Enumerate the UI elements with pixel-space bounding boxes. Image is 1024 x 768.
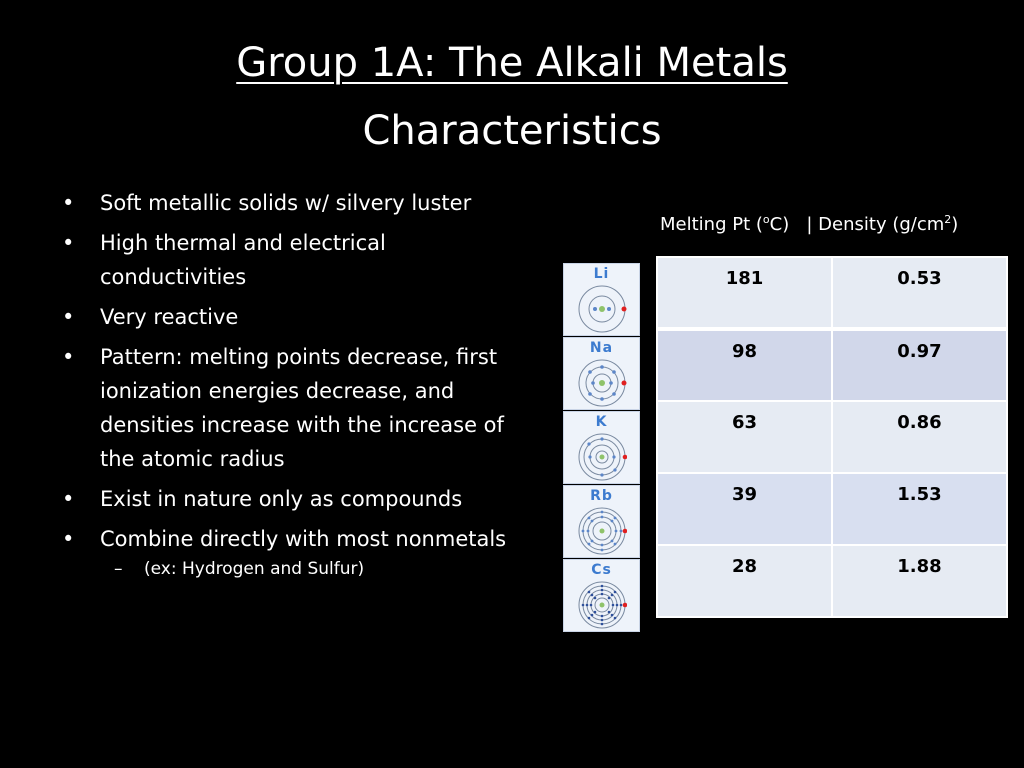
melting-point-cell: 28 [657, 545, 832, 617]
density-cell: 0.97 [832, 329, 1007, 401]
melting-point-cell: 39 [657, 473, 832, 545]
melting-point-cell: 63 [657, 401, 832, 473]
bullet-item: • Pattern: melting points decrease, first ionization energies decrease, and densities increase with the increase of the atomic radius [62, 340, 532, 476]
lithium-atom-icon [577, 284, 627, 334]
slide-subtitle: Characteristics [362, 108, 662, 154]
bullet-item: • Soft metallic solids w/ silvery luster [62, 186, 532, 220]
bullet-list [62, 186, 532, 580]
element-card-rb [563, 485, 640, 558]
slide-title-text: Group 1A: The Alkali Metals [236, 40, 788, 86]
element-images-column [563, 263, 640, 633]
element-card-li [563, 263, 640, 336]
bullet-item: • Exist in nature only as compounds [62, 482, 532, 516]
element-card-na [563, 337, 640, 410]
sodium-atom-icon [577, 358, 627, 408]
density-cell: 1.88 [832, 545, 1007, 617]
element-symbol: Li [593, 266, 610, 282]
bullet-item: • High thermal and electrical conductivities [62, 226, 532, 294]
slide-title [0, 38, 1024, 88]
cesium-atom-icon [577, 580, 627, 630]
density-header: | Density $(g/cm^2)$ [806, 213, 959, 235]
melting-point-cell: 98 [657, 329, 832, 401]
density-cell: 1.53 [832, 473, 1007, 545]
element-card-cs [563, 559, 640, 632]
melting-header: Melting Pt ($^o$C) [660, 213, 790, 235]
table-row [657, 545, 1007, 617]
potassium-atom-icon [577, 432, 627, 482]
element-symbol: Rb [590, 488, 613, 504]
element-symbol: K [595, 414, 608, 430]
table-header [660, 212, 958, 238]
table-row [657, 329, 1007, 401]
density-cell: 0.53 [832, 257, 1007, 329]
melting-point-cell: 181 [657, 257, 832, 329]
bullet-item: • Very reactive [62, 300, 532, 334]
element-card-k [563, 411, 640, 484]
table-row [657, 257, 1007, 329]
table-row [657, 473, 1007, 545]
element-symbol: Cs [591, 562, 612, 578]
density-cell: 0.86 [832, 401, 1007, 473]
element-symbol: Na [589, 340, 614, 356]
table-row [657, 401, 1007, 473]
properties-table [656, 256, 1008, 618]
bullet-item: • Combine directly with most nonmetals [62, 522, 532, 556]
rubidium-atom-icon [577, 506, 627, 556]
sub-bullet-item: – (ex: Hydrogen and Sulfur) [62, 558, 532, 580]
